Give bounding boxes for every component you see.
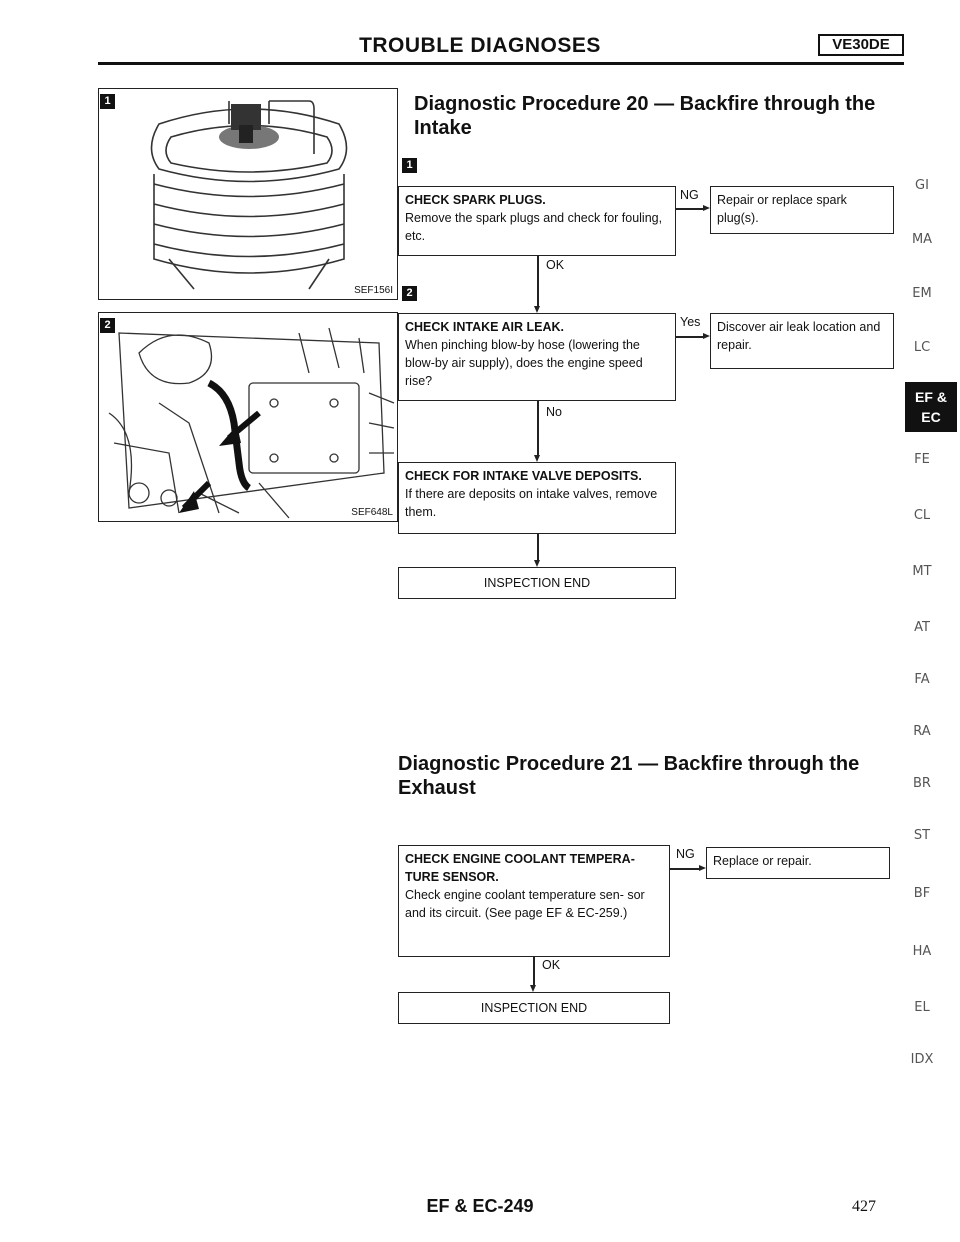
branch-action: Replace or repair. (713, 854, 812, 868)
procedure-title-line: Exhaust (398, 777, 476, 799)
procedure-title-line: Intake (414, 117, 472, 139)
arrow-down-icon (534, 455, 540, 462)
section-tab-ra[interactable]: RA (913, 724, 931, 739)
figure-spark-plug (98, 88, 398, 300)
step-heading: CHECK INTAKE AIR LEAK. (405, 320, 565, 334)
inspection-end-box (398, 992, 670, 1024)
flowchart-step (398, 462, 676, 534)
engine-illustration (99, 313, 398, 522)
figure-code: SEF648L (351, 507, 393, 518)
next-label: OK (542, 958, 561, 972)
branch-label: NG (676, 847, 695, 861)
next-label: No (546, 405, 562, 419)
flowchart-step (398, 845, 670, 957)
section-tab-gi[interactable]: GI (915, 178, 929, 193)
section-tab-at[interactable]: AT (914, 620, 930, 635)
flow-connector (537, 256, 539, 306)
arrow-right-icon (699, 865, 706, 871)
step-body: If there are deposits on intake valves, remove them. (405, 487, 658, 519)
section-tab-st[interactable]: ST (913, 828, 931, 843)
inspection-end-label: INSPECTION END (483, 576, 591, 590)
next-label: OK (546, 258, 565, 272)
model-badge: VE30DE (818, 34, 904, 56)
procedure-title-line: Diagnostic Procedure 20 — Backfire through the (414, 93, 876, 115)
section-tab-bf[interactable]: BF (913, 886, 931, 901)
procedure-20-title (414, 92, 904, 140)
section-tab-mt[interactable]: MT (912, 564, 932, 579)
page-number: 427 (852, 1198, 876, 1215)
arrow-down-icon (530, 985, 536, 992)
arrow-right-icon (703, 205, 710, 211)
branch-action-box (710, 313, 894, 369)
inspection-end-label: INSPECTION END (480, 1001, 588, 1015)
arrow-right-icon (703, 333, 710, 339)
branch-action: Repair or replace spark plug(s). (717, 193, 847, 225)
inspection-end-box (398, 567, 676, 599)
branch-label: NG (680, 188, 699, 202)
procedure-title-line: Diagnostic Procedure 21 — Backfire through the (398, 753, 860, 775)
flow-connector (537, 401, 539, 455)
step-body: When pinching blow-by hose (lowering the blow-by air supply), does the engine speed rise? (405, 338, 643, 388)
arrow-down-icon (534, 560, 540, 567)
flow-connector (533, 957, 535, 985)
branch-label: Yes (680, 315, 701, 329)
figure-callout: 1 (100, 94, 115, 109)
section-tab-br[interactable]: BR (913, 776, 931, 791)
section-tab-idx[interactable]: IDX (910, 1052, 934, 1067)
branch-connector (670, 868, 700, 870)
header-rule (98, 62, 904, 65)
step-callout: 1 (402, 158, 417, 173)
procedure-21-title (398, 752, 904, 800)
section-tab-fe[interactable]: FE (914, 452, 930, 467)
section-tab-el[interactable]: EL (914, 1000, 930, 1015)
step-body: Remove the spark plugs and check for fouling, etc. (405, 211, 663, 243)
flow-connector (537, 534, 539, 560)
branch-action: Discover air leak location and repair. (717, 320, 881, 352)
arrow-down-icon (534, 306, 540, 313)
section-tab-lc[interactable]: LC (913, 340, 931, 355)
flowchart-step (398, 313, 676, 401)
section-tab-fa[interactable]: FA (914, 672, 930, 687)
footer-page-title: EF & EC-249 (426, 1196, 534, 1216)
section-tab-cl[interactable]: CL (913, 508, 931, 523)
page-header-title: TROUBLE DIAGNOSES (359, 34, 601, 57)
figure-callout: 2 (100, 318, 115, 333)
section-tab-ma[interactable]: MA (911, 232, 933, 247)
step-heading: CHECK SPARK PLUGS. (405, 193, 546, 207)
figure-engine-blowby-hose (98, 312, 398, 522)
branch-connector (676, 208, 704, 210)
step-heading: CHECK FOR INTAKE VALVE DEPOSITS. (405, 469, 642, 483)
step-callout: 2 (402, 286, 417, 301)
figure-code: SEF156I (354, 285, 393, 296)
section-tab-ha[interactable]: HA (912, 944, 932, 959)
branch-action-box (710, 186, 894, 234)
branch-connector (676, 336, 704, 338)
active-tab-label: EF & EC (915, 389, 947, 425)
step-body: Check engine coolant temperature sen- sor and its circuit. (See page EF & EC-259.) (405, 888, 645, 920)
section-tab-em[interactable]: EM (912, 286, 932, 301)
section-tab-ef-ec-active[interactable] (905, 382, 957, 432)
branch-action-box (706, 847, 890, 879)
step-heading: CHECK ENGINE COOLANT TEMPERA- TURE SENSOR. (405, 852, 635, 884)
flowchart-step (398, 186, 676, 256)
spark-plug-illustration (99, 89, 398, 300)
